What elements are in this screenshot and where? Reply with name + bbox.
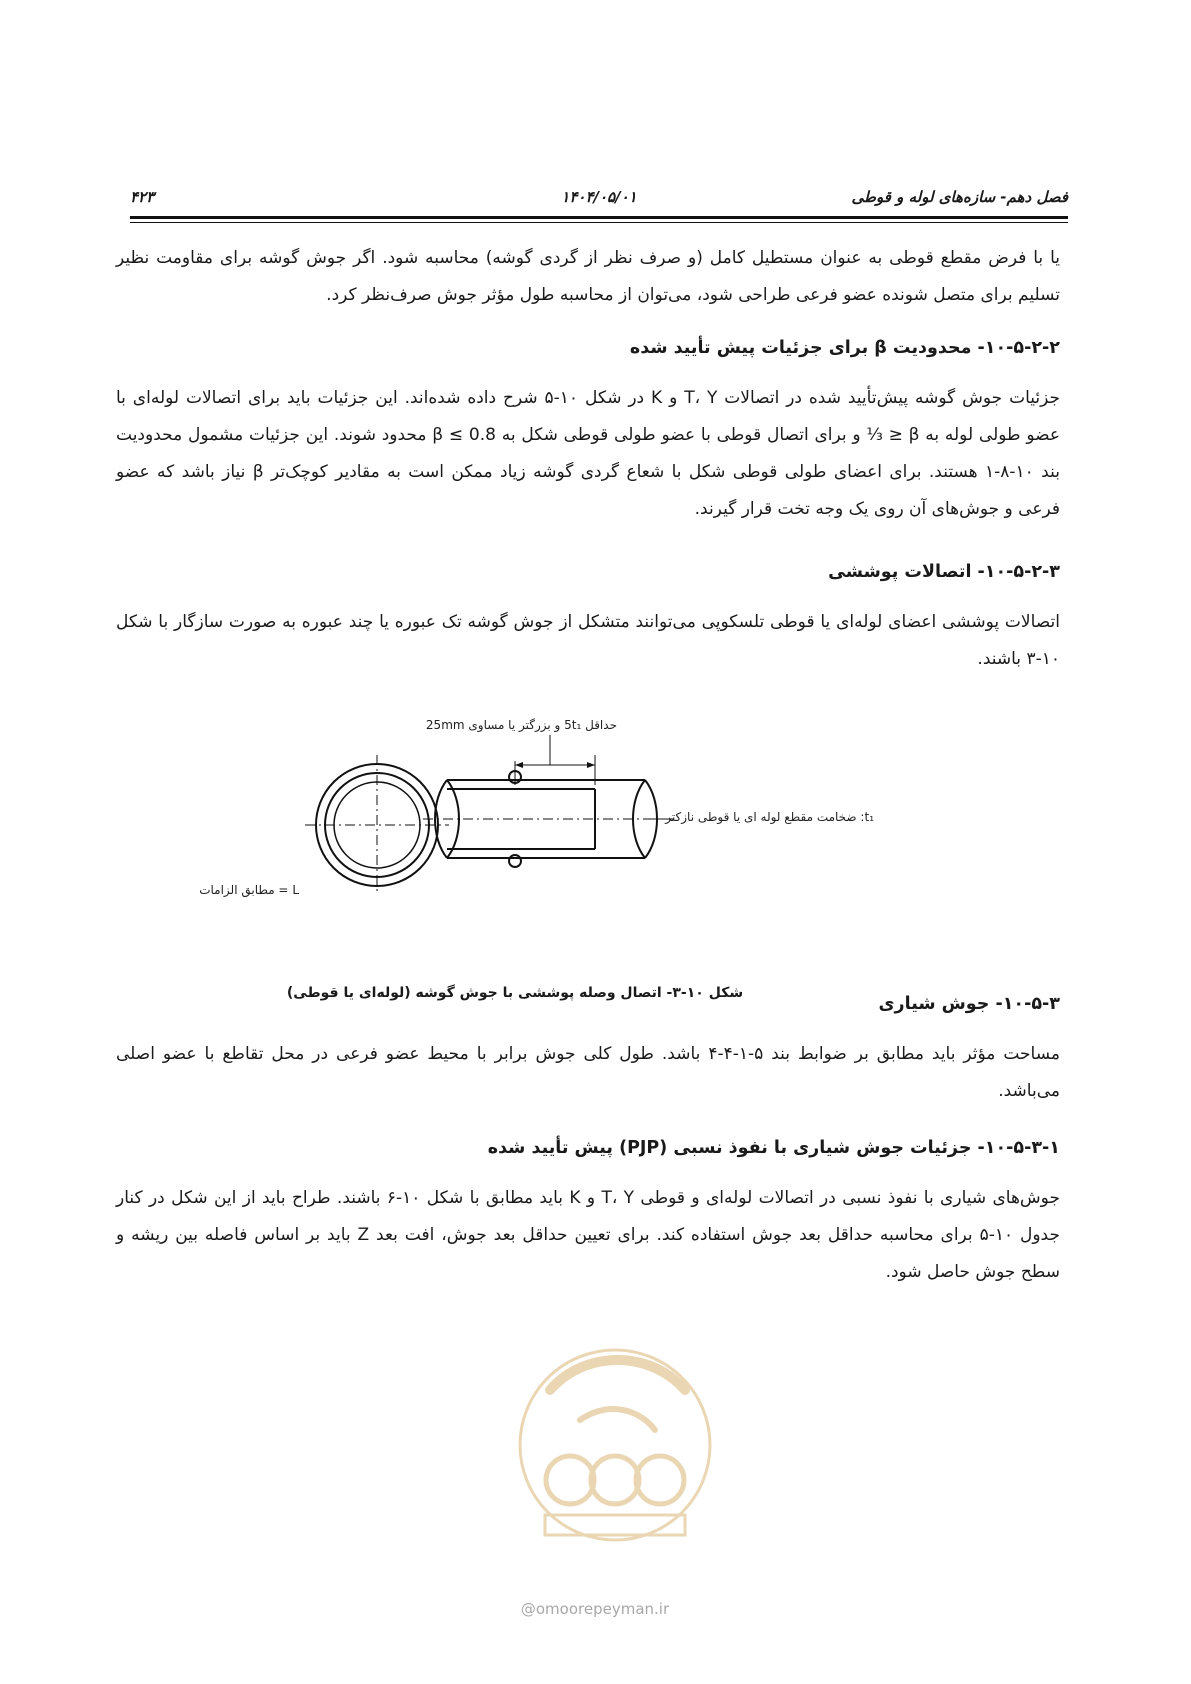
section-heading: ۱۰-۵-۳- جوش شیاری — [878, 994, 1060, 1014]
paragraph-lap-joints: اتصالات پوششی اعضای لوله‌ای یا قوطی تلسکوپی می‌توانند متشکل از جوش گوشه تک عبوره یا چند عبوره به صورت سازگار با شکل ۱۰-۳ باشند. — [116, 612, 1060, 669]
figure-caption: شکل ۱۰-۳- اتصال وصله پوششی با جوش گوشه (لوله‌ای یا قوطی) — [286, 985, 744, 1001]
lap-joint-drawing — [199, 718, 985, 970]
header-rule-thick — [130, 216, 1068, 219]
header-rule-thin — [130, 222, 1068, 223]
page-number: ۴۲۳ — [130, 188, 155, 206]
header-date: ۱۴۰۴/۰۵/۰۱ — [561, 188, 637, 206]
watermark-logo — [490, 1330, 740, 1590]
length-label: L = مطابق الزامات — [199, 883, 299, 897]
thickness-label: t₁: ضخامت مقطع لوله ای یا قوطی نازکتر — [665, 810, 874, 824]
section-heading: ۱۰-۵-۳-۱- جزئیات جوش شیاری با نفوذ نسبی (PJP) پیش تأیید شده — [487, 1138, 1060, 1158]
watermark-site: @omoorepeyman.ir — [520, 1600, 670, 1618]
section-heading: ۱۰-۵-۲-۳- اتصالات پوششی — [828, 562, 1060, 582]
paragraph-pjp-details: جوش‌های شیاری با نفوذ نسبی در اتصالات لوله‌ای و قوطی T، Y و K باید مطابق با شکل ۱۰-۶ باشند. طراح باید از این شکل در کنار جدول ۱۰-۵ برای محاسبه حداقل بعد جوش استفاده کند. برای تعیین حداقل بعد جوش، افت بعد Z باید بر اساس فاصله بین ریشه و سطح جوش حاصل شود. — [116, 1188, 1060, 1282]
lap-joint-figure — [199, 718, 985, 970]
section-heading: ۱۰-۵-۲-۲- محدودیت β برای جزئیات پیش تأیید شده — [629, 338, 1060, 358]
min-length-label: حداقل 5t₁ و بزرگتر یا مساوی 25mm — [425, 718, 617, 732]
fillet-weld-bottom — [509, 855, 521, 867]
paragraph-groove-weld: مساحت مؤثر باید مطابق بر ضوابط بند ۵-۱-۴-۴ باشد. طول کلی جوش برابر با محیط عضو فرعی در محل تقاطع با عضو اصلی می‌باشد. — [116, 1044, 1061, 1101]
paragraph-intro: یا با فرض مقطع قوطی به عنوان مستطیل کامل (و صرف نظر از گردی گوشه) محاسبه شود. اگر جوش گوشه برای مقاومت نظیر تسلیم برای متصل شونده عضو فرعی طراحی شود، می‌توان از محاسبه طول مؤثر جوش صرف‌نظر کرد. — [116, 248, 1060, 305]
page-header — [130, 188, 1068, 210]
paragraph-beta-limit: جزئیات جوش گوشه پیش‌تأیید شده در اتصالات T، Y و K در شکل ۱۰-۵ شرح داده شده‌اند. این جزئیات باید برای اتصالات لوله‌ای با عضو طولی لوله به β ≤ ⅓ و برای اتصال قوطی با عضو طولی قوطی شکل به β ≤ 0.8 محدود شوند. این جزئیات مشمول محدودیت بند ۱۰-۸-۱ هستند. برای اعضای طولی قوطی شکل با شعاع گردی گوشه زیاد ممکن است به مقادیر کوچک‌تر β نیاز باشد که عضو فرعی و جوش‌های آن روی یک وجه تخت قرار گیرند. — [116, 388, 1061, 519]
chapter-title: فصل دهم- سازه‌های لوله و قوطی — [851, 188, 1068, 206]
